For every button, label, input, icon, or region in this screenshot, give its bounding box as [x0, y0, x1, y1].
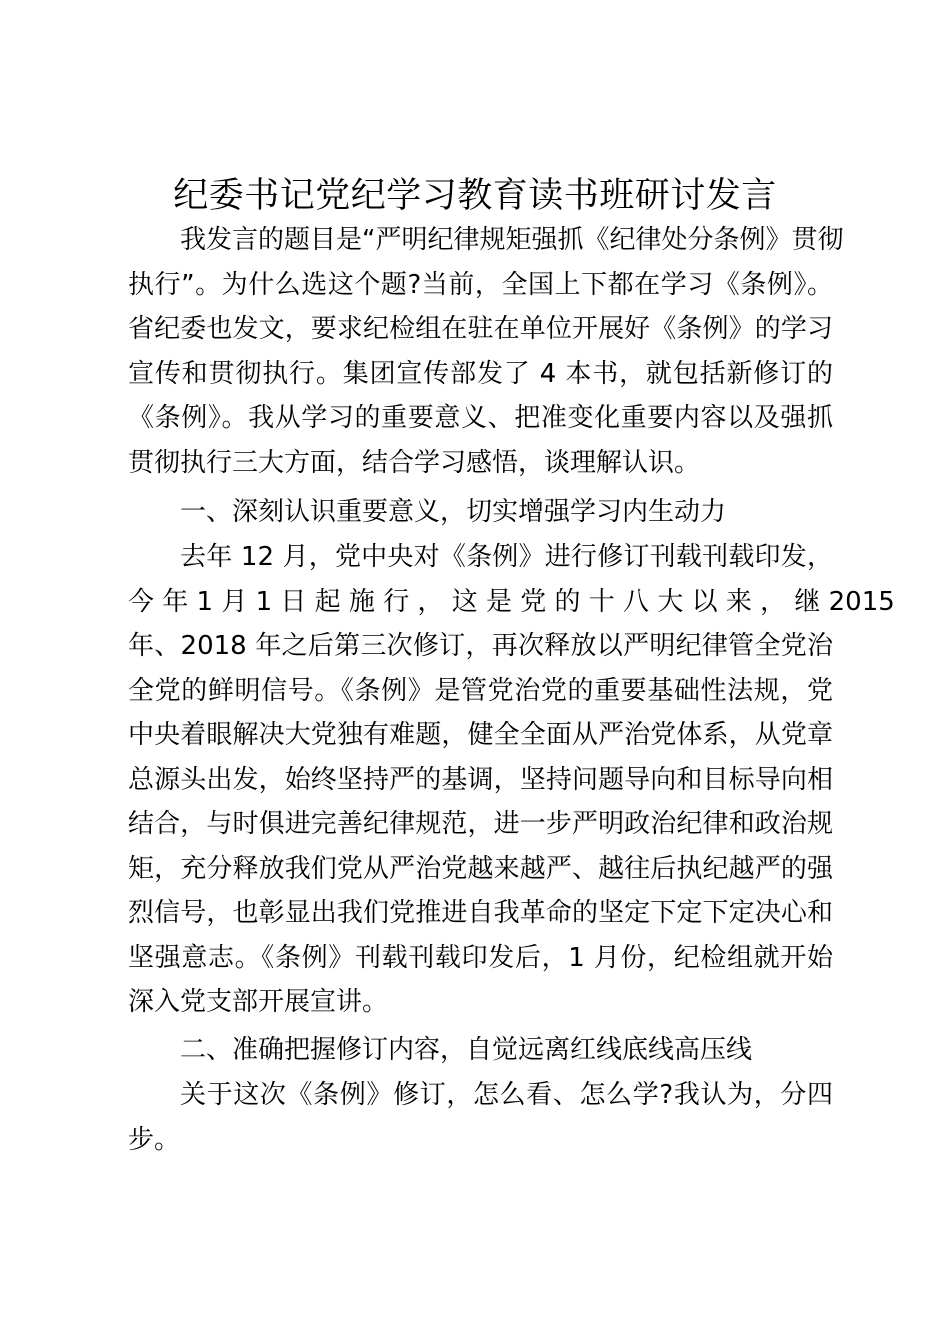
section-2-paragraph — [128, 1073, 833, 1162]
text-line: 矩，充分释放我们党从严治党越来越严、越往后执纪越严的强 — [128, 853, 833, 884]
text-line: 总源头出发，始终坚持严的基调，坚持问题导向和目标导向相 — [128, 764, 833, 795]
section-2-heading-block — [128, 1028, 833, 1073]
text-line: 关于这次《条例》修订，怎么看、怎么学?我认为，分四 — [180, 1080, 833, 1110]
document-title: 纪委书记党纪学习教育读书班研讨发言 — [173, 176, 777, 216]
text-line: 全党的鲜明信号。《条例》是管党治党的重要基础性法规，党 — [128, 675, 833, 706]
section-1-heading-block — [128, 490, 833, 535]
intro-paragraph — [128, 218, 844, 485]
section-1-heading: 一、深刻认识重要意义，切实增强学习内生动力 — [180, 497, 727, 527]
text-line: 结合，与时俱进完善纪律规范，进一步严明政治纪律和政治规 — [128, 809, 833, 839]
section-2-heading: 二、准确把握修订内容，自觉远离红线底线高压线 — [180, 1035, 753, 1065]
text-line: 执行”。为什么选这个题?当前，全国上下都在学习《条例》。 — [128, 269, 833, 300]
text-line: 今 年 1 月 1 日 起 施 行 ， 这 是 党 的 十 八 大 以 来 ， 继 2015 — [128, 586, 895, 617]
text-line: 贯彻执行三大方面，结合学习感悟，谈理解认识。 — [128, 447, 701, 478]
text-line: 去年 12 月，党中央对《条例》进行修订刊载刊载印发， — [180, 542, 833, 572]
text-line: 烈信号，也彰显出我们党推进自我革命的坚定下定下定决心和 — [128, 898, 833, 928]
text-line: 宣传和贯彻执行。集团宣传部发了 4 本书，就包括新修订的 — [128, 358, 833, 389]
text-line: 坚强意志。《条例》刊载刊载印发后，1 月份，纪检组就开始 — [128, 942, 833, 973]
text-line: 省纪委也发文，要求纪检组在驻在单位开展好《条例》的学习 — [128, 314, 833, 344]
text-line: 年、2018 年之后第三次修订，再次释放以严明纪律管全党治 — [128, 631, 833, 661]
text-line: 我发言的题目是“严明纪律规矩强抓《纪律处分条例》贯彻 — [180, 225, 844, 255]
text-line: 深入党支部开展宣讲。 — [128, 987, 389, 1017]
text-line: 中央着眼解决大党独有难题，健全全面从严治党体系，从党章 — [128, 720, 833, 750]
text-line: 《条例》。我从学习的重要意义、把准变化重要内容以及强抓 — [128, 403, 833, 433]
text-line: 步。 — [128, 1124, 181, 1155]
section-1-paragraph — [128, 535, 895, 1025]
